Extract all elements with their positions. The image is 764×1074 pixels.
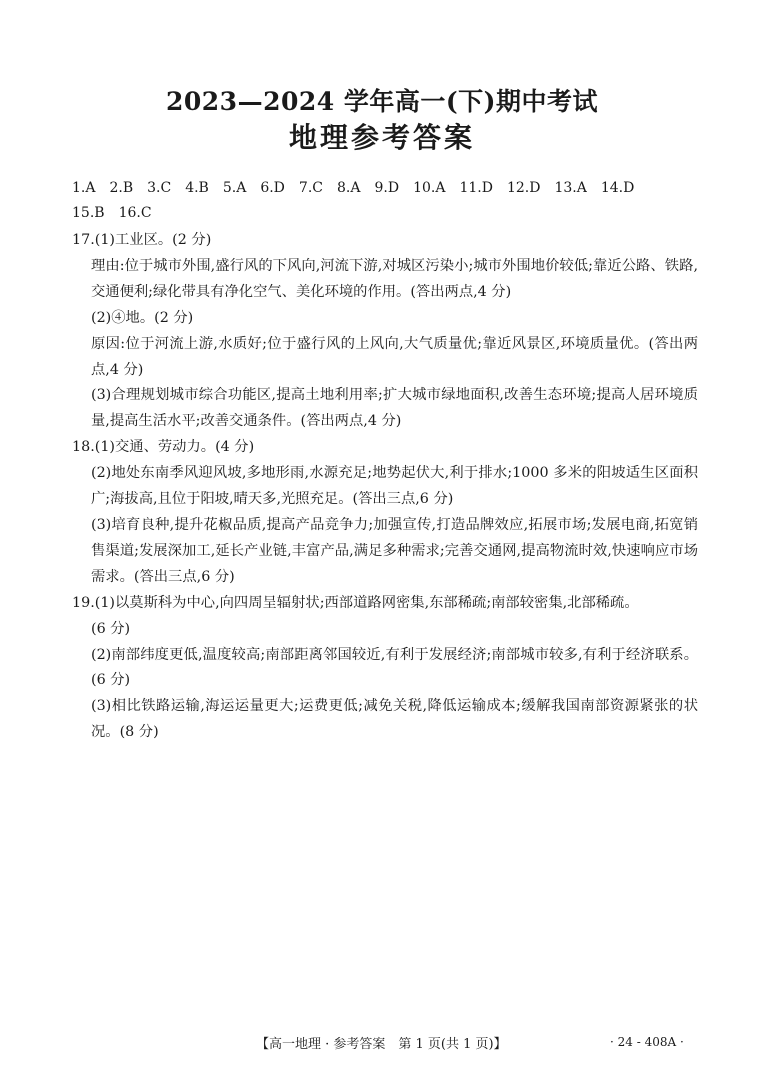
q17-reason2: 原因:位于河流上游,水质好;位于盛行风的上风向,大气质量优;靠近风景区,环境质量优。(答出两点,4 分) [91,335,698,378]
q19-part1: 19.(1)以莫斯科为中心,向四周呈辐射状;西部道路网密集,东部稀疏;南部较密集,北部稀疏。 [72,594,639,611]
mc-answer: 16.C [118,205,152,221]
mc-answer: 14.D [600,180,635,196]
mc-answers-row-1 [72,180,648,196]
mc-answer: 4.B [185,180,209,196]
answer-content [72,228,698,746]
q18-part2: (2)地处东南季风迎风坡,多地形雨,水源充足;地势起伏大,利于排水;1000 多米的阳坡适生区面积广;海拔高,且位于阳坡,晴天多,光照充足。(答出三点,6 分) [91,465,698,508]
mc-answers-row-2 [72,205,166,221]
mc-answer: 10.A [413,180,446,196]
q18-part1: 18.(1)交通、劳动力。(4 分) [72,439,255,456]
mc-answer: 15.B [72,205,105,221]
q17-part1: 17.(1)工业区。(2 分) [72,232,212,248]
mc-answer: 8.A [337,180,361,196]
mc-answer: 2.B [109,180,134,196]
exam-title: 2023—2024 学年高一(下)期中考试 [165,87,599,116]
q19-part2: (2)南部纬度更低,温度较高;南部距离邻国较近,有利于发展经济;南部城市较多,有利于经济联系。(6 分) [91,646,698,689]
mc-answer: 1.A [72,180,96,196]
mc-answer: 5.A [222,180,247,196]
mc-answer: 7.C [298,180,323,196]
q17-part3: (3)合理规划城市综合功能区,提高土地利用率;扩大城市绿地面积,改善生态环境;提高人居环境质量,提高生活水平;改善交通条件。(答出两点,4 分) [91,387,698,430]
mc-answer: 12.D [506,180,541,196]
q18-part3: (3)培育良种,提升花椒品质,提高产品竞争力;加强宣传,打造品牌效应,拓展市场;发展电商,拓宽销售渠道;发展深加工,延长产业链,丰富产品,满足多种需求;完善交通网,提高物流时效,快速响应市场需求。(答出三点,6 分) [91,516,698,585]
page-footer: 【高一地理 · 参考答案 第 1 页(共 1 页)】 [256,1037,507,1052]
doc-code: · 24 - 408A · [610,1035,684,1049]
q19-part3: (3)相比铁路运输,海运运量更大;运费更低;减免关税,降低运输成本;缓解我国南部资源紧张的状况。(8 分) [91,698,698,741]
mc-answer: 9.D [374,180,400,196]
q17-reason1: 理由:位于城市外围,盛行风的下风向,河流下游,对城区污染小;城市外围地价较低;靠近公路、铁路,交通便利;绿化带具有净化空气、美化环境的作用。(答出两点,4 分) [91,257,698,300]
mc-answer: 13.A [554,180,587,196]
mc-answer: 3.C [147,180,172,196]
answer-title: 地理参考答案 [288,121,475,154]
mc-answer: 6.D [260,180,285,196]
q17-part2: (2)④地。(2 分) [91,309,194,326]
mc-answer: 11.D [459,180,493,196]
q19-part1-score: (6 分) [91,620,131,637]
